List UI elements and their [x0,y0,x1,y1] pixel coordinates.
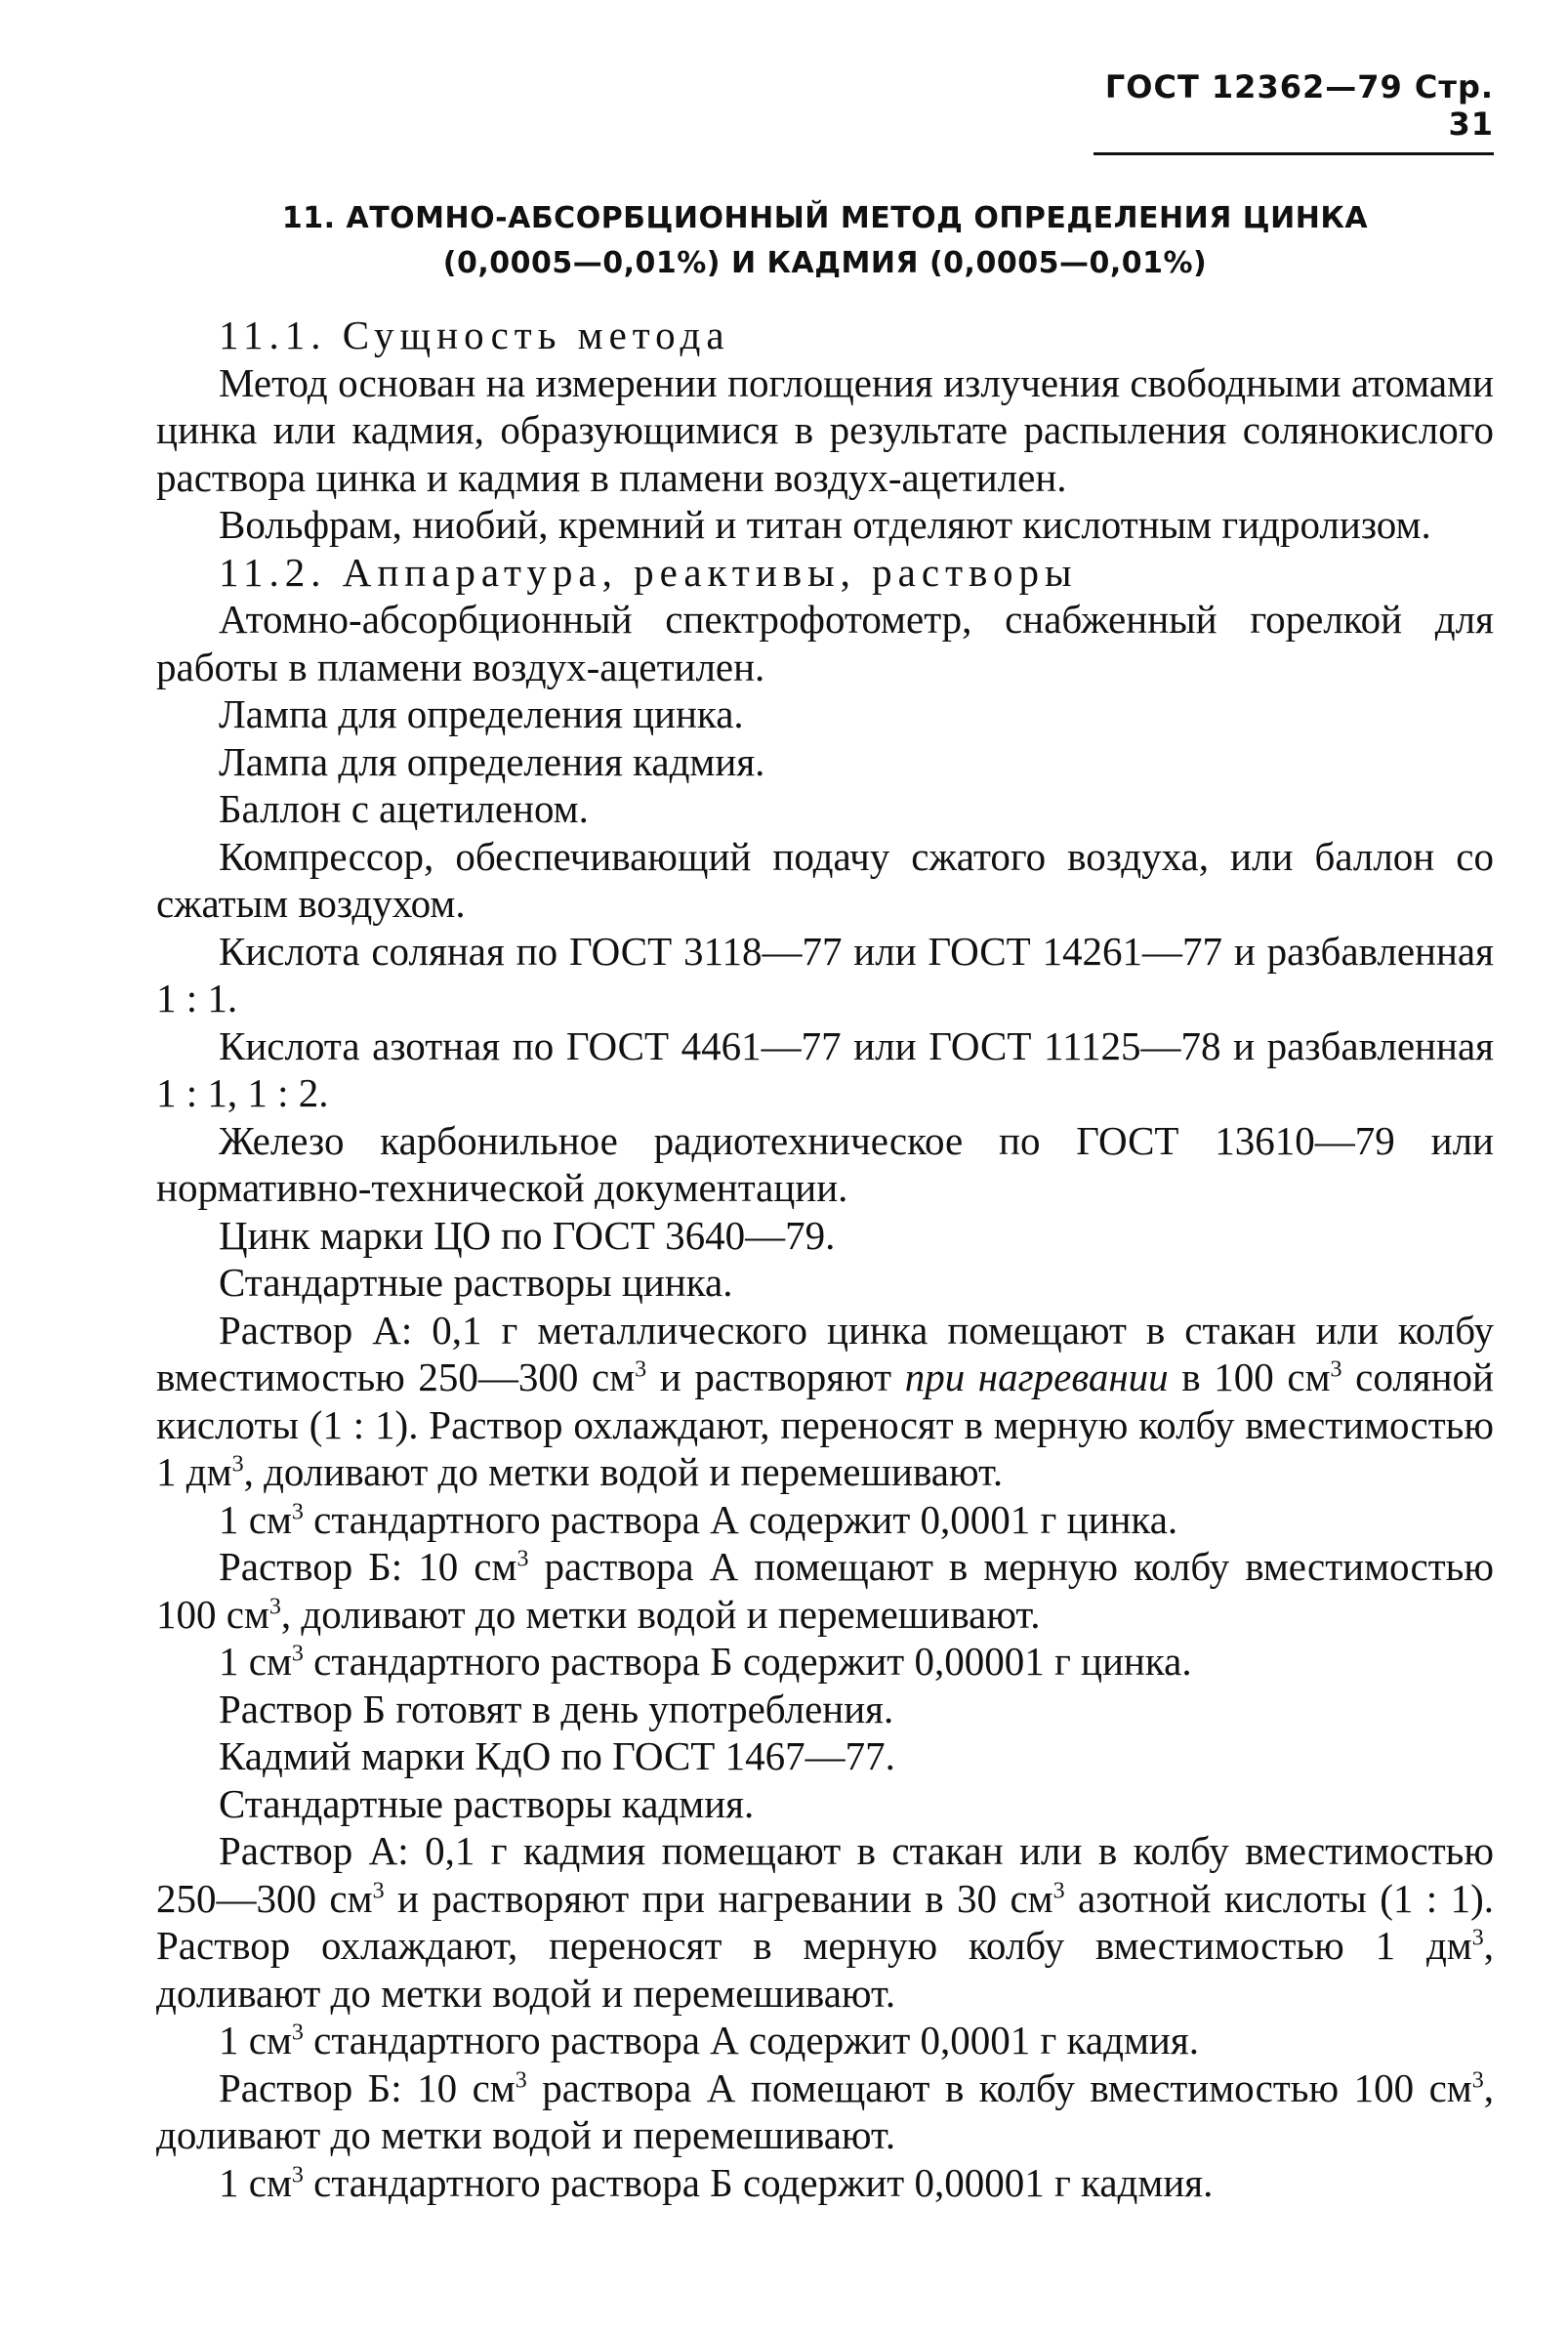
section-title [156,196,1494,286]
paragraph-method-principle: Метод основан на измерении поглощения излучения свободными атомами цинка или кадмия, образующимися в результате распыления солянокислого раствора цинка и кадмия в пламени воздух-ацетилен. [156,359,1494,500]
subsection-heading-11-1: 11.1. Сущность метода [219,312,730,357]
paragraph-zinc-grade: Цинк марки ЦО по ГОСТ 3640—79. [219,1212,836,1258]
paragraph-cadmium-solution-b-content: 1 $см^3$ стандартного раствора Б содержит 0,00001 г кадмия. [219,2159,1214,2205]
paragraph-zinc-lamp: Лампа для определения цинка. [219,691,744,736]
section-title-line-1: 11. АТОМНО-АБСОРБЦИОННЫЙ МЕТОД ОПРЕДЕЛЕНИЯ ЦИНКА [281,201,1369,235]
paragraph-zinc-solution-a: Раствор А: 0,1 г металлического цинка помещают в стакан или колбу вместимостью 250—300 $см^3$ и растворяют при нагревании в 100 $см^3$ соляной кислоты (1 : 1). Раствор охлаждают, переносят в мерную колбу вместимостью 1 $дм^3$, доливают до метки водой и перемешивают. [156,1307,1494,1494]
paragraph-zinc-solution-a-content: 1 $см^3$ стандартного раствора А содержит 0,0001 г цинка. [219,1496,1178,1542]
paragraph-spectrophotometer: Атомно-абсорбционный спектрофотометр, снабженный горелкой для работы в пламени воздух-ацетилен. [156,597,1494,689]
subsection-heading-11-2: 11.2. Аппаратура, реактивы, растворы [219,549,1078,595]
paragraph-cadmium-solution-a: Раствор А: 0,1 г кадмия помещают в стакан или в колбу вместимостью 250—300 $см^3$ и растворяют при нагревании в 30 $см^3$ азотной кислоты (1 : 1). Раствор охлаждают, переносят в мерную колбу вместимостью 1 $дм^3$, доливают до метки водой и перемешивают. [156,1828,1494,2016]
paragraph-carbonyl-iron: Железо карбонильное радиотехническое по ГОСТ 13610—79 или нормативно-технической документации. [156,1117,1494,1210]
paragraph-zinc-solution-b-content: 1 $см^3$ стандартного раствора Б содержит 0,00001 г цинка. [219,1639,1192,1684]
paragraph-acetylene: Баллон с ацетиленом. [219,786,589,831]
document-page [156,68,1494,2206]
paragraph-nitric-acid: Кислота азотная по ГОСТ 4461—77 или ГОСТ 11125—78 и разбавленная 1 : 1, 1 : 2. [156,1022,1494,1115]
paragraph-cadmium-solution-b: Раствор Б: 10 $см^3$ раствора А помещают в колбу вместимостью 100 $см^3$, доливают до метки водой и перемешивают. [156,2064,1494,2157]
running-header: ГОСТ 12362—79 Стр. 31 [1093,68,1494,155]
paragraph-cadmium-grade: Кадмий марки КдО по ГОСТ 1467—77. [219,1733,895,1778]
paragraph-compressor: Компрессор, обеспечивающий подачу сжатого воздуха, или баллон со сжатым воздухом. [156,833,1494,926]
paragraph-cadmium-lamp: Лампа для определения кадмия. [219,738,765,784]
paragraph-cadmium-solution-a-content: 1 $см^3$ стандартного раствора А содержит 0,0001 г кадмия. [219,2018,1199,2062]
section-title-line-2: (0,0005—0,01%) И КАДМИЯ (0,0005—0,01%) [442,246,1208,280]
paragraph-zinc-solution-b: Раствор Б: 10 $см^3$ раствора А помещают в мерную колбу вместимостью 100 $см^3$, доливают до метки водой и перемешивают. [156,1544,1494,1637]
paragraph-hydrochloric-acid: Кислота соляная по ГОСТ 3118—77 или ГОСТ 14261—77 и разбавленная 1 : 1. [156,928,1494,1021]
paragraph-zinc-solution-b-prep: Раствор Б готовят в день употребления. [219,1686,894,1731]
paragraph-cadmium-standards: Стандартные растворы кадмия. [219,1780,755,1826]
document-body [156,312,1494,2206]
paragraph-zinc-standards: Стандартные растворы цинка. [219,1260,733,1305]
paragraph-hydrolysis: Вольфрам, ниобий, кремний и титан отделяют кислотным гидролизом. [219,502,1431,547]
